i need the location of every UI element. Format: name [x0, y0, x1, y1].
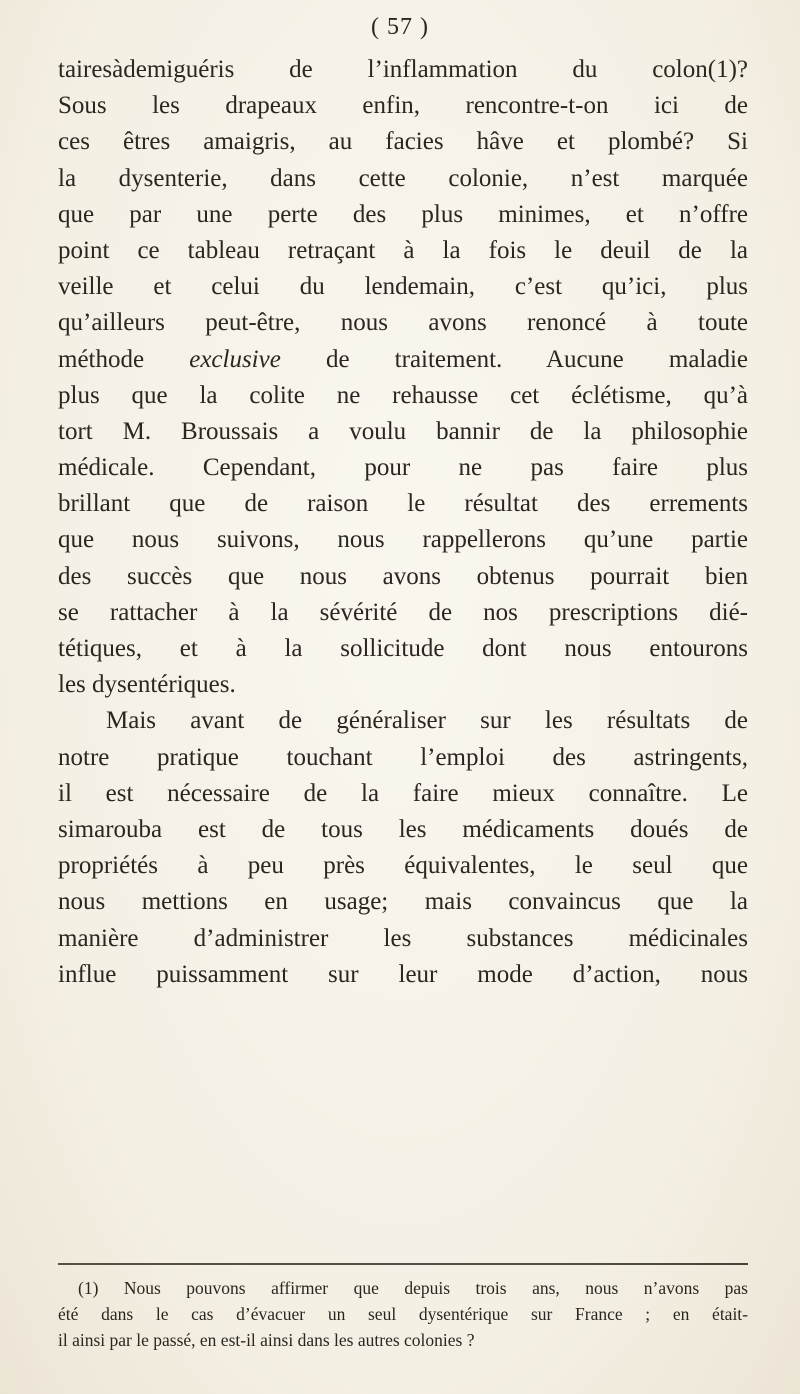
text-line: Sous les drapeaux enfin, rencontre-t-on ici de	[58, 92, 748, 120]
footnote-line: été dans le cas d’évacuer un seul dysentérique sur France ; en était-	[58, 1304, 748, 1324]
text-line: tairesàdemiguéris de l’inflammation du colon(1)?	[58, 56, 748, 83]
text-line: point ce tableau retraçant à la fois le deuil de la	[58, 236, 748, 264]
text-line: se rattacher à la sévérité de nos prescriptions dié-	[58, 598, 748, 626]
footnote-divider	[58, 1263, 748, 1265]
text-line: que nous suivons, nous rappellerons qu’une partie	[58, 526, 748, 554]
text-line: les dysentériques.	[58, 671, 236, 699]
text-line: médicale. Cependant, pour ne pas faire plus	[58, 454, 748, 482]
text-line: influe puissamment sur leur mode d’action, nous	[58, 960, 748, 988]
text-line: notre pratique touchant l’emploi des astringents,	[58, 743, 748, 771]
text-line: méthode exclusive de traitement. Aucune maladie	[58, 345, 748, 373]
body-text	[58, 52, 748, 993]
text-line: tort M. Broussais a voulu bannir de la philosophie	[58, 417, 748, 445]
footnote	[58, 1275, 748, 1353]
italic-word: exclusive	[189, 345, 281, 373]
text-line: brillant que de raison le résultat des errements	[58, 490, 748, 518]
text-line: propriétés à peu près équivalentes, le seul que	[58, 852, 748, 880]
text-line: manière d’administrer les substances médicinales	[58, 924, 748, 952]
text-line: qu’ailleurs peut-être, nous avons renoncé à toute	[58, 309, 748, 337]
footnote-line: (1) Nous pouvons affirmer que depuis trois ans, nous n’avons pas	[78, 1278, 748, 1298]
page-number: ( 57 )	[371, 14, 429, 40]
text-line: tétiques, et à la sollicitude dont nous entourons	[58, 635, 748, 662]
text-line: des succès que nous avons obtenus pourrait bien	[58, 562, 748, 590]
text-line: Mais avant de généraliser sur les résultats de	[106, 707, 748, 735]
text-line: que par une perte des plus minimes, et n’offre	[58, 200, 748, 228]
footnote-line: il ainsi par le passé, en est-il ainsi dans les autres colonies ?	[58, 1330, 475, 1350]
text-line: nous mettions en usage; mais convaincus que la	[58, 888, 748, 916]
text-line: plus que la colite ne rehausse cet éclétisme, qu’à	[58, 381, 748, 409]
text-line: simarouba est de tous les médicaments doués de	[58, 815, 748, 843]
text-line: il est nécessaire de la faire mieux connaître. Le	[58, 779, 748, 807]
text-line: ces êtres amaigris, au facies hâve et plombé? Si	[58, 128, 748, 156]
text-line: veille et celui du lendemain, c’est qu’ici, plus	[58, 273, 748, 301]
text-line: la dysenterie, dans cette colonie, n’est marquée	[58, 164, 748, 192]
